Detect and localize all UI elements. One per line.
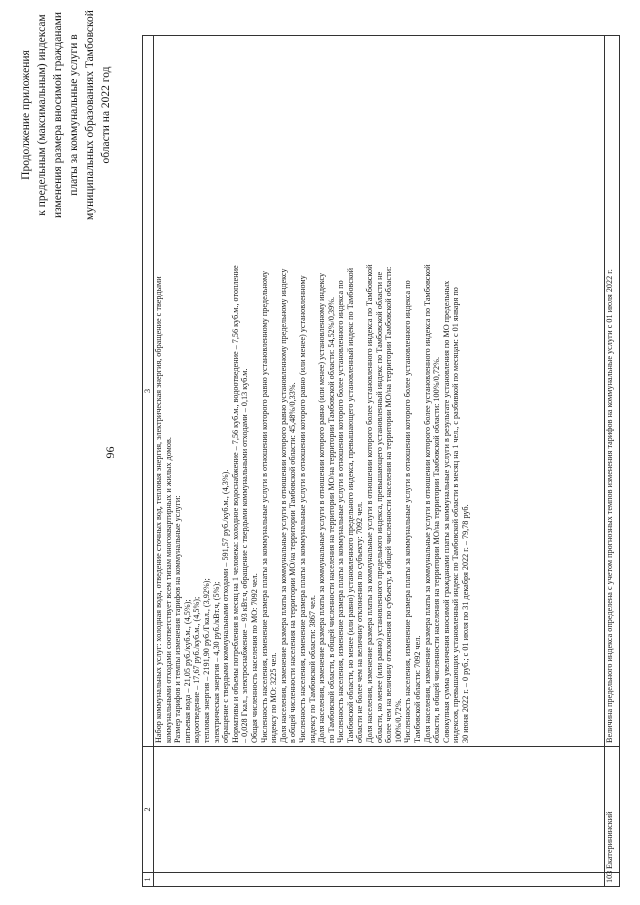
description-line: Совокупная сумма увеличения вносимой гражданами платы за коммунальные услуги в результате установления по МО предельных: [441, 280, 451, 743]
table-header-row: [143, 36, 154, 887]
description-line: коммунальными отходами соответствует всем типам многоквартирных и жилых домов.: [163, 437, 173, 743]
appendix-title-line: платы за коммунальные услуги в: [68, 34, 80, 196]
description-line: Доля населения, изменение размера платы за коммунальные услуги в отношении которого равно (или менее) установленному индексу: [317, 272, 327, 743]
description-line: 100%/0,72%.: [393, 698, 403, 743]
description-line: Величина предельного индекса определена с учетом прогнозных темпов изменения тарифов на коммунальные услуги с 01 июля 2022 г.: [605, 269, 614, 743]
description-line: Общая численность населения по МО: 7092 чел.: [249, 573, 259, 743]
table-header-cell: 2: [143, 747, 154, 873]
description-line: Численность населения, изменение размера платы за коммунальные услуги в отношении которого равно (или менее) установленному: [297, 275, 307, 743]
description-line: Доля населения, изменение размера платы за коммунальные услуги в отношении которого более установленного индекса по Тамбовской: [422, 264, 432, 743]
description-line: Тамбовской области, но менее (или равно) установленного предельного индекса, превышающего установленный индекс по Тамбовской: [345, 267, 355, 743]
description-line: более чем на величину отклонения по субъекту, в общей численности населения на территории МО/на территории Тамбовской области:: [384, 266, 394, 743]
appendix-title-line: области на 2022 год: [100, 66, 112, 164]
description-line: 30 июня 2022 г. – 0 руб.; с 01 июля по 31 декабря 2022 г. – 79,78 руб.: [461, 504, 470, 743]
table-row: [605, 36, 620, 887]
table-header-cell: 1: [143, 873, 154, 887]
description-line: области, в общей численности населения на территории МО/на территории Тамбовской области: 100%/0,72%.: [432, 357, 442, 743]
description-line: тепловая энергия – 2191,90 руб./Гкал., (3,92%);: [201, 578, 211, 743]
description-line: Размер тарифов и темпы изменения тарифов на коммунальные услуги:: [173, 495, 183, 743]
row-number-cell: [154, 873, 605, 887]
table-header-cell: 3: [143, 36, 154, 747]
description-line: обращение с твердыми коммунальными отходами – 591,57 руб./куб.м., (4,3%).: [221, 469, 231, 743]
page-number: 96: [103, 446, 117, 459]
description-line: Численность населения, изменение размера платы за коммунальные услуги в отношении которого более установленного индекса по: [403, 280, 413, 743]
description-line: Численность населения, изменение размера платы за коммунальные услуги в отношении которого равно установленному предельному: [259, 270, 269, 743]
description-line: – 0,028 Гкал., электроснабжение – 93 кВт.ч, обращение с твердыми коммунальными отходами – 0,13 куб.м.: [240, 368, 250, 743]
description-cell: [605, 36, 620, 747]
description-line: электрическая энергия – 4,30 руб./кВт.ч, (5%);: [211, 581, 221, 743]
appendix-title-line: к предельным (максимальным) индексам: [36, 14, 48, 216]
indices-table: [142, 35, 620, 887]
description-line: индексу по МО: 3225 чел.: [269, 652, 279, 743]
municipality-name-cell: Екатерининский: [605, 747, 620, 873]
description-line: индексу по Тамбовской области: 3867 чел.: [307, 595, 317, 743]
description-line: Набор коммунальных услуг: холодная вода, отведение сточных вод, тепловая энергия, электрическая энергия, обращение с твердыми: [154, 276, 163, 743]
appendix-title: [18, 0, 114, 265]
description-cell: [154, 36, 605, 747]
table-row: [154, 36, 605, 887]
description-line: Тамбовской области: 7092 чел.: [413, 635, 423, 743]
description-line: в общей численности населения на территории МО/на территории Тамбовской области: 45,48%/0,33%.: [288, 382, 298, 743]
appendix-title-line: Продолжение приложения: [20, 50, 32, 180]
description-line: по Тамбовской области, в общей численности населения на территории МО/на территории Тамбовской области: 54,52%/0,39%.: [326, 296, 336, 743]
description-line: водоотведение – 17,67 руб./куб.м., (4,5%);: [192, 596, 202, 743]
municipality-name-cell: [154, 747, 605, 873]
description-line: области не более чем на величину отклонения по субъекту: 7092 чел.: [355, 501, 365, 743]
description-line: питьевая вода – 21,05 руб./куб.м., (4,5%);: [182, 599, 192, 743]
description-line: Численность населения, изменение размера платы за коммунальные услуги в отношении которого более установленного индекса по: [336, 280, 346, 743]
description-line: Доля населения, изменение размера платы за коммунальные услуги в отношении которого равно установленному предельному индексу: [278, 268, 288, 743]
appendix-title-line: изменения размера вносимой гражданами: [52, 11, 64, 219]
indices-table-wrapper: [142, 35, 620, 887]
description-line: Доля населения, изменение размера платы за коммунальные услуги в отношении которого более установленного индекса по Тамбовской: [365, 264, 375, 743]
appendix-title-line: муниципальных образованиях Тамбовской: [84, 10, 96, 220]
description-line: области, но менее (или равно) установленного предельного индекса, превышающего установленный индекс по Тамбовской области не: [374, 271, 384, 743]
description-line: индексов, превышающих установленный индекс по Тамбовской области в месяц на 1 чел., с разбивкой по месяцам: с 01 января по: [451, 287, 461, 743]
row-number-cell: 103: [605, 873, 620, 887]
description-line: Нормативы и объемы потребления в месяц на 1 человека: холодное водоснабжение – 7,56 куб.м., водоотведение – 7,56 куб.м., отопление: [230, 265, 240, 743]
